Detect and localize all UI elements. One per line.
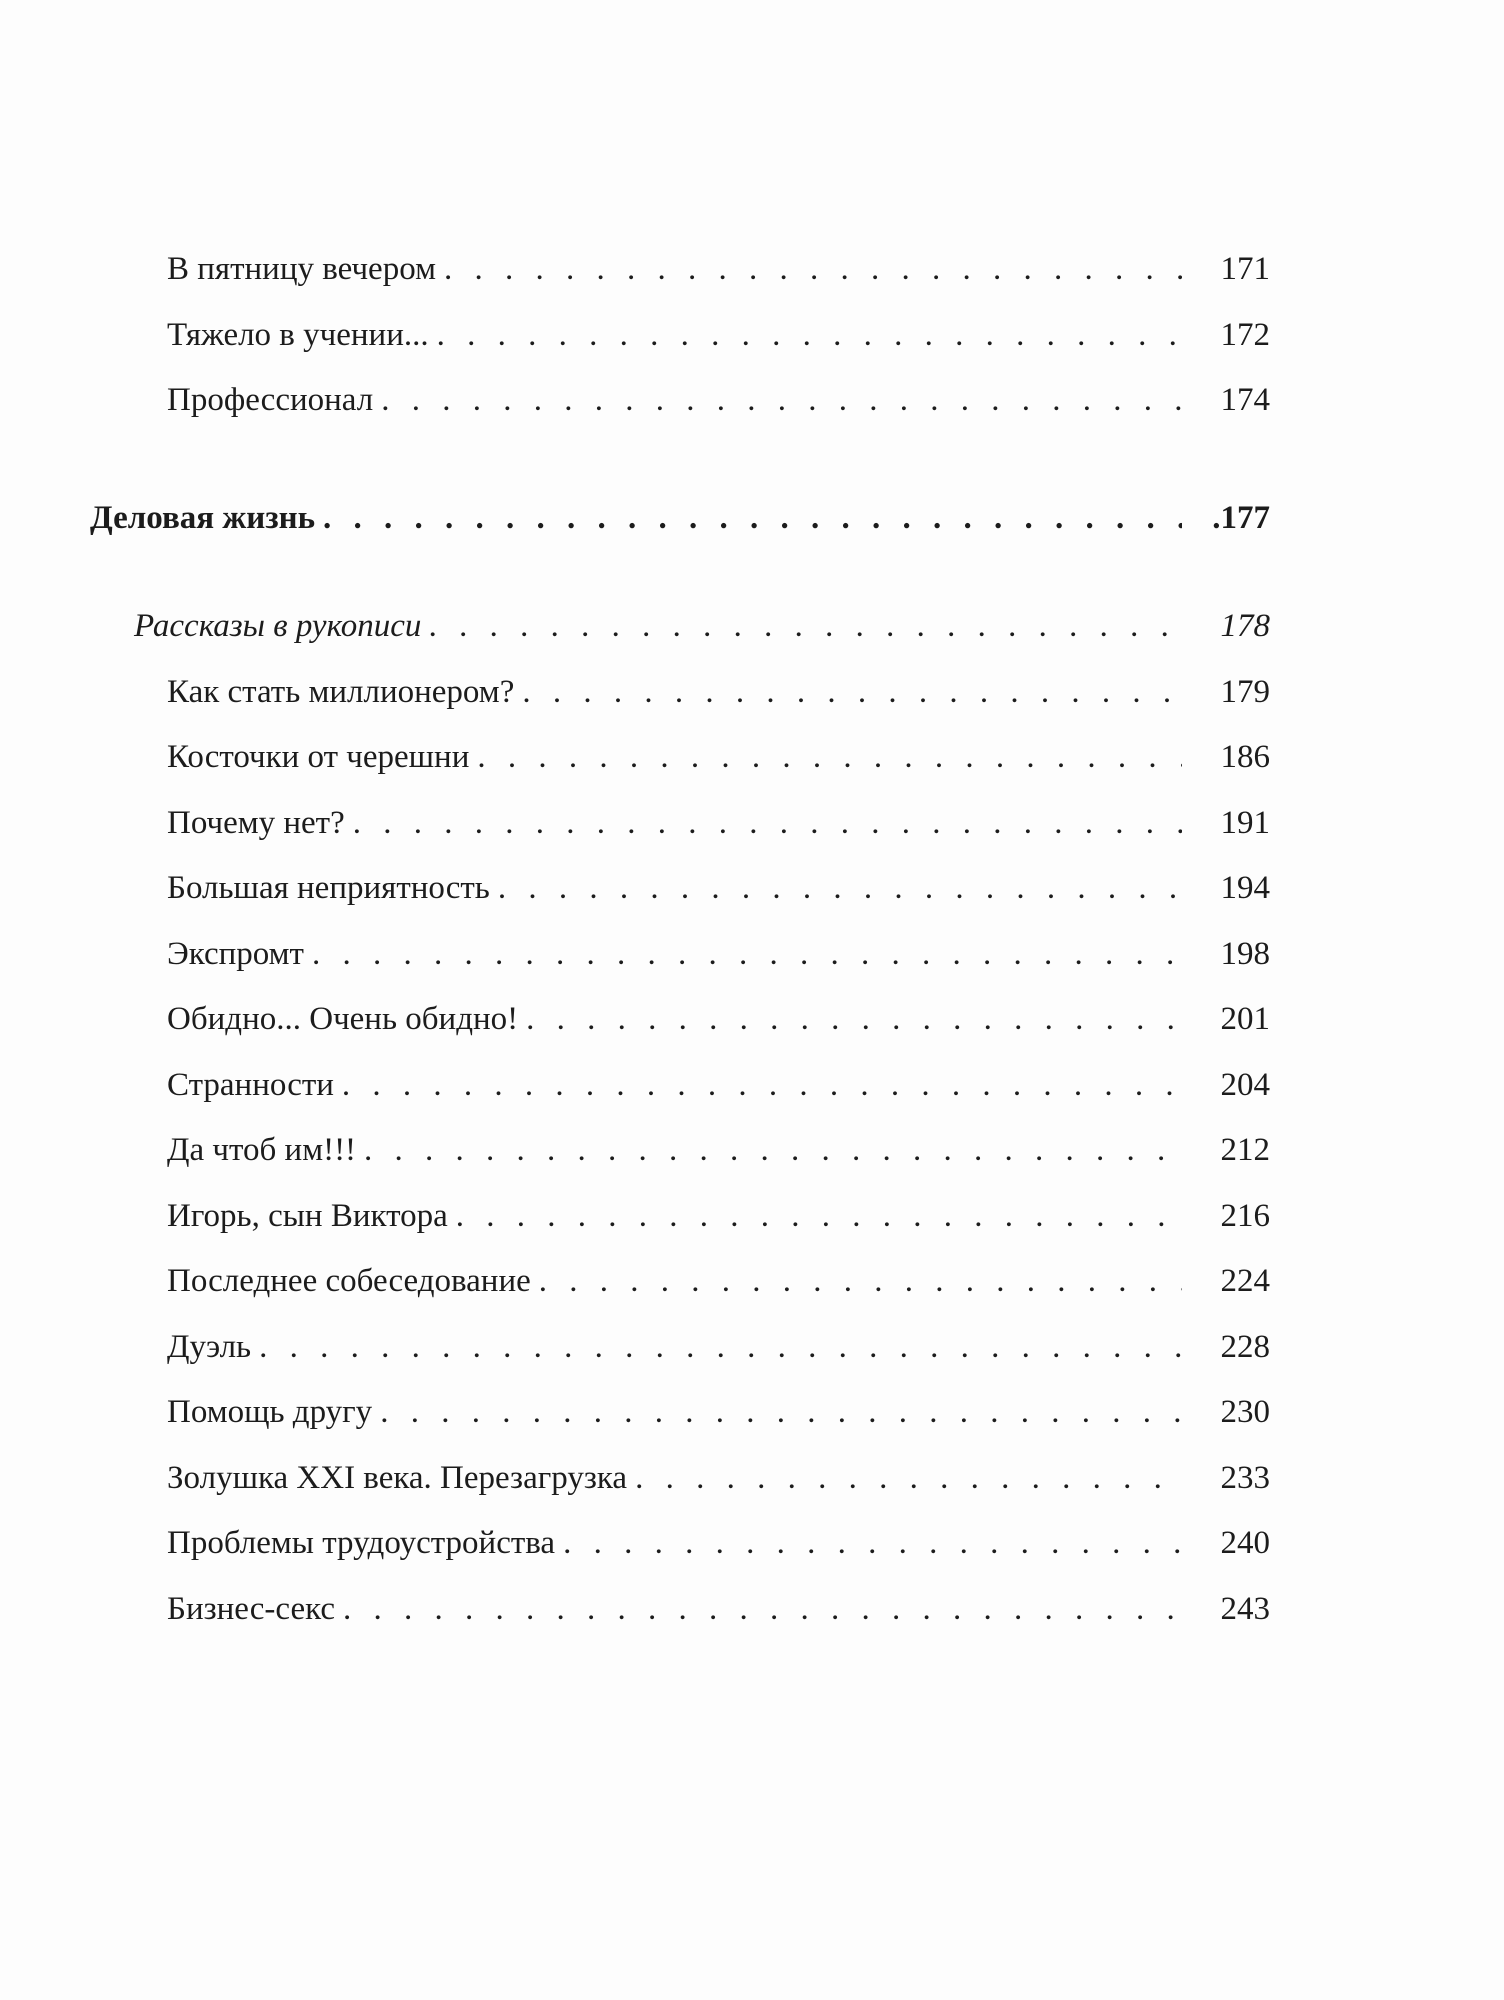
toc-entry-title: Тяжело в учении... [167,316,429,353]
toc-entry-page: 201 [1220,1001,1270,1037]
toc-entry-page: 186 [1220,739,1270,775]
toc-entry-title: В пятницу вечером [167,251,436,287]
table-of-contents [90,237,1270,1642]
toc-entry-page: 233 [1220,1459,1270,1496]
toc-entry-title: Игорь, сын Виктора [167,1197,448,1234]
toc-entry-page: 174 [1220,382,1270,418]
toc-entry [90,1184,1270,1250]
toc-entry-title: Почему нет? [167,804,345,841]
toc-dot-leader [312,922,1182,988]
toc-section-heading [90,486,1270,552]
toc-entry [90,1315,1270,1381]
toc-entry-title: Обидно... Очень обидно! [167,1001,519,1037]
toc-section-page: .177 [1212,499,1270,536]
toc-entry-title: Дуэль [167,1328,252,1365]
toc-entry-page: 243 [1220,1590,1270,1627]
toc-entry-page: 240 [1220,1525,1270,1561]
toc-entry [90,1380,1270,1446]
toc-entry [90,237,1270,303]
toc-dot-leader [429,594,1182,660]
toc-entry-title: Бизнес-секс [167,1590,335,1627]
toc-entry [90,1446,1270,1512]
toc-dot-leader [456,1184,1182,1250]
toc-dot-leader [498,856,1182,922]
toc-entry-title: Золушка XXI века. Перезагрузка [167,1459,628,1496]
toc-entry-page: 179 [1220,673,1270,710]
toc-dot-leader [323,486,1182,552]
toc-entry-page: 204 [1220,1066,1270,1103]
toc-dot-leader [437,303,1182,369]
toc-dot-leader [380,1380,1182,1446]
toc-entry-title: Косточки от черешни [167,739,470,775]
toc-dot-leader [563,1511,1182,1577]
toc-entry-page: 230 [1220,1394,1270,1430]
toc-entry-page: 172 [1220,316,1270,353]
toc-entry [90,1577,1270,1643]
toc-dot-leader [539,1249,1182,1315]
toc-entry [90,725,1270,791]
toc-entry-title: Странности [167,1066,334,1103]
toc-dot-leader [522,660,1182,726]
toc-dot-leader [364,1118,1182,1184]
toc-dot-leader [381,368,1182,434]
toc-entry-title: Экспромт [167,935,304,972]
toc-entry [90,1249,1270,1315]
toc-entry [90,1053,1270,1119]
toc-entry [90,922,1270,988]
toc-dot-leader [343,1577,1182,1643]
toc-entry [90,791,1270,857]
toc-entry-title: Да чтоб им!!! [167,1132,357,1168]
toc-entry-title: Профессионал [167,382,374,418]
toc-entry [90,1118,1270,1184]
toc-entry-title: Как стать миллионером? [167,673,515,710]
toc-dot-leader [353,791,1182,857]
toc-entry-page: 212 [1220,1132,1270,1168]
toc-entry [90,987,1270,1053]
toc-entry [90,856,1270,922]
toc-section-title: Деловая жизнь [90,499,316,536]
toc-entry-page: 194 [1220,870,1270,906]
toc-entry-page: 224 [1220,1263,1270,1299]
toc-dot-leader [526,987,1182,1053]
toc-subsection-title: Рассказы в рукописи [134,608,422,644]
toc-dot-leader [635,1446,1182,1512]
toc-entry [90,368,1270,434]
toc-entry-page: 198 [1220,935,1270,972]
toc-dot-leader [259,1315,1182,1381]
toc-entry-page: 216 [1220,1197,1270,1234]
toc-dot-leader [444,237,1182,303]
toc-entry-title: Помощь другу [167,1394,373,1430]
toc-entry-page: 228 [1220,1328,1270,1365]
toc-entry-page: 171 [1220,251,1270,287]
toc-subsection-heading [90,594,1270,660]
toc-entry-title: Последнее собеседование [167,1263,531,1299]
toc-entry-title: Большая неприятность [167,870,490,906]
toc-entry-page: 191 [1220,804,1270,841]
toc-dot-leader [477,725,1182,791]
toc-entry [90,660,1270,726]
toc-dot-leader [342,1053,1182,1119]
toc-entry-title: Проблемы трудоустройства [167,1525,556,1561]
toc-entry [90,303,1270,369]
toc-entry [90,1511,1270,1577]
toc-subsection-page: 178 [1220,608,1270,644]
